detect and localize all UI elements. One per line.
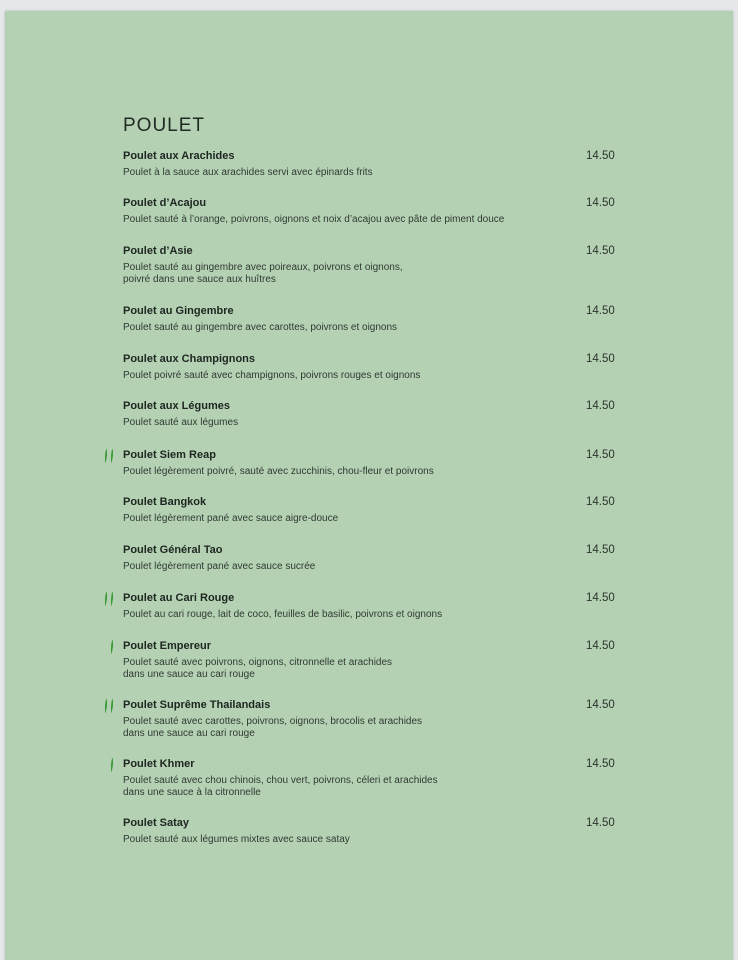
- item-price: 14.50: [586, 817, 615, 829]
- item-price: 14.50: [586, 245, 615, 257]
- chili-pepper-icon: [109, 639, 115, 655]
- item-name: Poulet au Gingembre: [123, 305, 234, 317]
- item-description: Poulet sauté avec chou chinois, chou vert, poivrons, céleri et arachides dans une sauce à la citronnelle: [123, 775, 438, 798]
- item-price: 14.50: [586, 496, 615, 508]
- item-description: Poulet sauté aux légumes mixtes avec sauce satay: [123, 834, 350, 845]
- item-name: Poulet Suprême Thailandais: [123, 699, 271, 711]
- section-title: POULET: [123, 115, 206, 136]
- item-name: Poulet Bangkok: [123, 496, 207, 508]
- item-name: Poulet Khmer: [123, 758, 195, 770]
- item-price: 14.50: [586, 699, 615, 711]
- item-name: Poulet d’Asie: [123, 245, 193, 257]
- item-description: Poulet sauté au gingembre avec carottes, poivrons et oignons: [123, 322, 398, 333]
- item-name: Poulet aux Arachides: [123, 150, 235, 162]
- item-description: Poulet poivré sauté avec champignons, poivrons rouges et oignons: [123, 370, 421, 381]
- item-description: Poulet sauté au gingembre avec poireaux, poivrons et oignons, poivré dans une sauce aux huîtres: [123, 262, 403, 285]
- chili-pepper-icon: [103, 448, 115, 464]
- item-price: 14.50: [586, 449, 615, 461]
- item-price: 14.50: [586, 400, 615, 412]
- item-price: 14.50: [586, 197, 615, 209]
- item-price: 14.50: [586, 592, 615, 604]
- item-description: Poulet sauté aux légumes: [123, 417, 239, 428]
- item-price: 14.50: [586, 353, 615, 365]
- chili-pepper-icon: [103, 698, 115, 714]
- item-name: Poulet aux Champignons: [123, 353, 256, 365]
- item-price: 14.50: [586, 305, 615, 317]
- item-description: Poulet légèrement pané avec sauce aigre-douce: [123, 513, 339, 524]
- item-price: 14.50: [586, 758, 615, 770]
- item-price: 14.50: [586, 150, 615, 162]
- item-description: Poulet sauté avec carottes, poivrons, oignons, brocolis et arachides dans une sauce au cari rouge: [123, 716, 423, 739]
- item-name: Poulet d’Acajou: [123, 197, 207, 209]
- menu-page: [5, 11, 733, 960]
- item-name: Poulet aux Légumes: [123, 400, 230, 412]
- item-description: Poulet à la sauce aux arachides servi avec épinards frits: [123, 167, 373, 178]
- item-name: Poulet Siem Reap: [123, 449, 216, 461]
- item-description: Poulet sauté avec poivrons, oignons, citronnelle et arachides dans une sauce au cari rouge: [123, 657, 393, 680]
- item-description: Poulet au cari rouge, lait de coco, feuilles de basilic, poivrons et oignons: [123, 609, 443, 620]
- item-price: 14.50: [586, 544, 615, 556]
- item-description: Poulet légèrement pané avec sauce sucrée: [123, 561, 316, 572]
- chili-pepper-icon: [109, 757, 115, 773]
- item-name: Poulet Général Tao: [123, 544, 223, 556]
- item-name: Poulet Satay: [123, 817, 190, 829]
- item-price: 14.50: [586, 640, 615, 652]
- item-name: Poulet au Cari Rouge: [123, 592, 235, 604]
- item-description: Poulet sauté à l’orange, poivrons, oignons et noix d’acajou avec pâte de piment douce: [123, 214, 505, 225]
- item-description: Poulet légèrement poivré, sauté avec zucchinis, chou-fleur et poivrons: [123, 466, 434, 477]
- item-name: Poulet Empereur: [123, 640, 212, 652]
- chili-pepper-icon: [103, 591, 115, 607]
